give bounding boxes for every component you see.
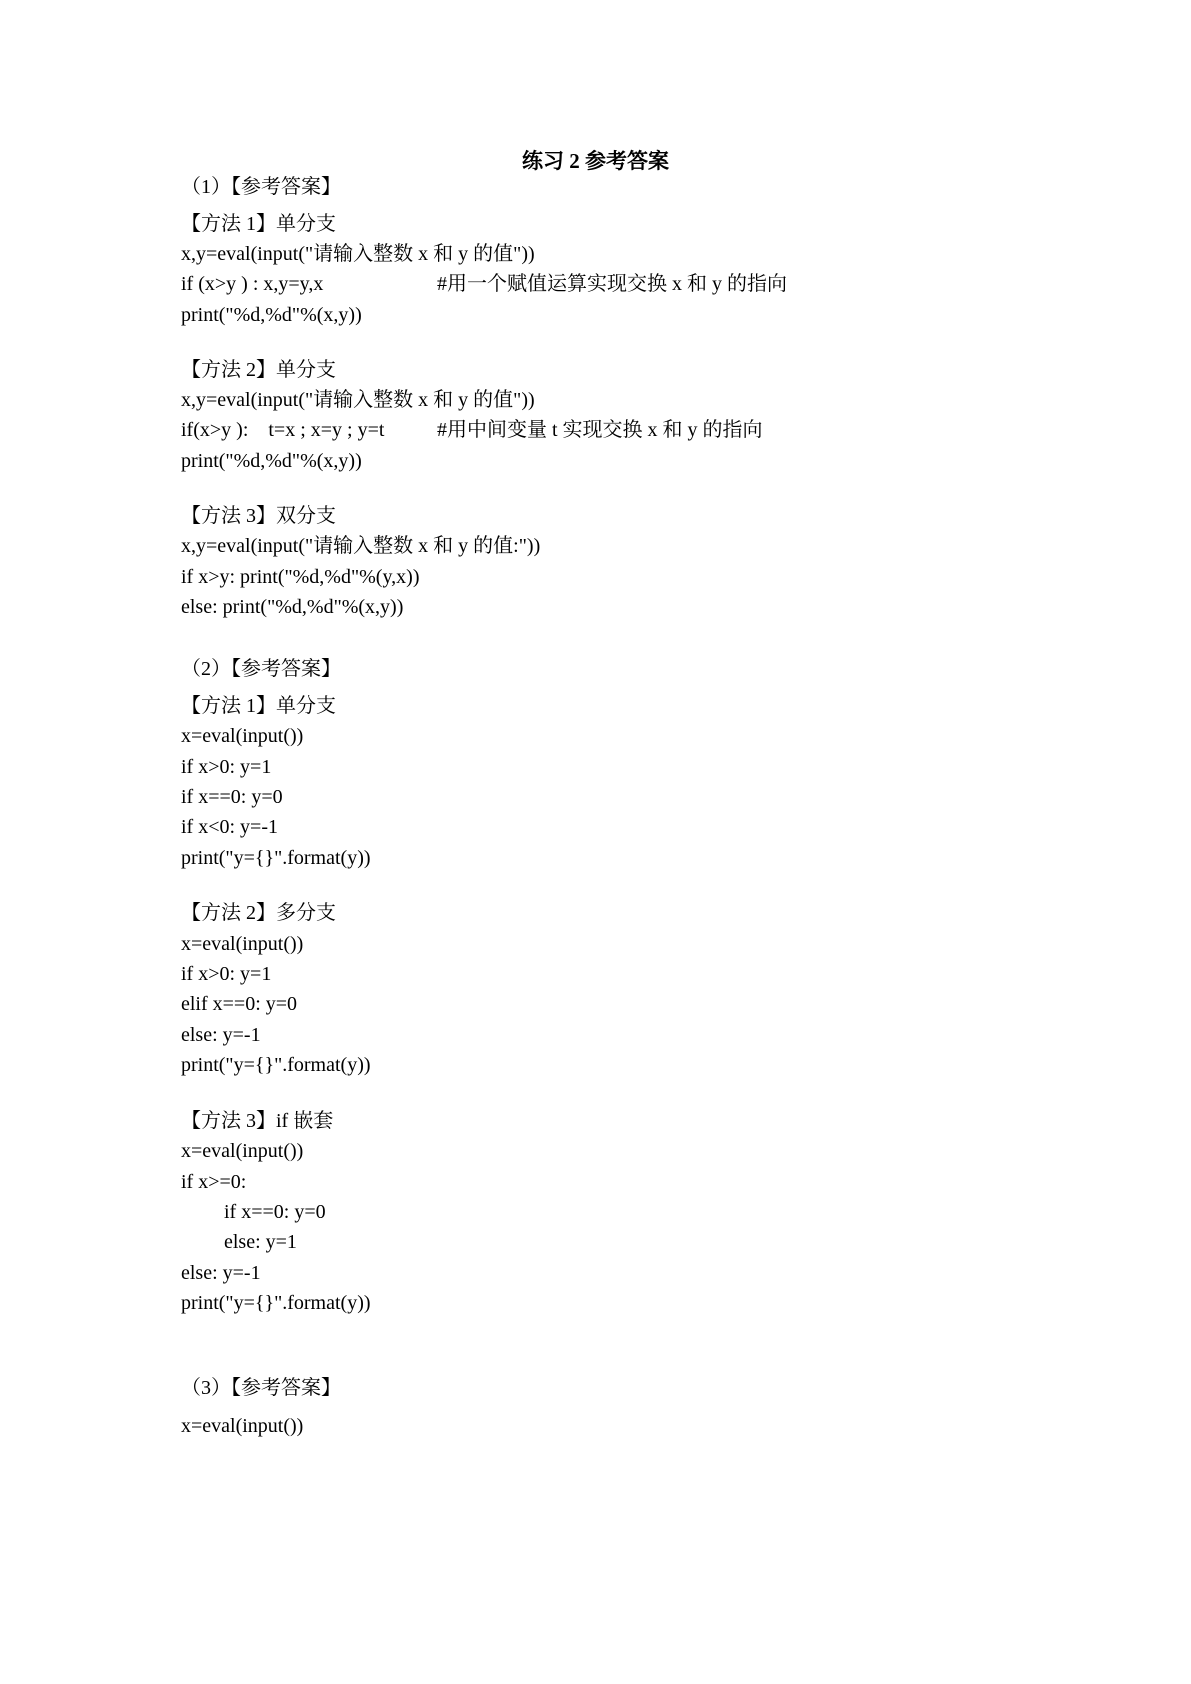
section-1-label: （1）【参考答案】 (181, 176, 341, 198)
code-line: if(x>y ): t=x ; x=y ; y=t (181, 419, 385, 441)
code-line: else: y=1 (224, 1231, 297, 1253)
section-2-label: （2）【参考答案】 (181, 658, 341, 680)
code-comment: #用中间变量 t 实现交换 x 和 y 的指向 (437, 419, 763, 441)
code-line: if x==0: y=0 (224, 1201, 326, 1223)
s2-method-2-heading: 【方法 2】多分支 (181, 902, 336, 924)
code-line: print("%d,%d"%(x,y)) (181, 450, 362, 472)
code-line: x=eval(input()) (181, 1415, 304, 1437)
s1-method-2-heading: 【方法 2】单分支 (181, 359, 336, 381)
code-line: if x>=0: (181, 1171, 247, 1193)
s1-method-3-heading: 【方法 3】双分支 (181, 505, 336, 527)
code-line: if x>y: print("%d,%d"%(y,x)) (181, 566, 420, 588)
code-line: x=eval(input()) (181, 1140, 304, 1162)
code-line: print("y={}".format(y)) (181, 1054, 371, 1076)
code-line: print("y={}".format(y)) (181, 847, 371, 869)
s1-method-1-heading: 【方法 1】单分支 (181, 213, 336, 235)
code-line: else: y=-1 (181, 1262, 261, 1284)
code-line: x=eval(input()) (181, 725, 304, 747)
s2-method-3-heading: 【方法 3】if 嵌套 (181, 1110, 334, 1132)
page-title: 练习 2 参考答案 (522, 149, 669, 173)
code-line: print("%d,%d"%(x,y)) (181, 304, 362, 326)
code-line: print("y={}".format(y)) (181, 1292, 371, 1314)
code-line: x,y=eval(input("请输入整数 x 和 y 的值")) (181, 243, 535, 265)
code-line: elif x==0: y=0 (181, 993, 298, 1015)
code-line: x,y=eval(input("请输入整数 x 和 y 的值")) (181, 389, 535, 411)
section-3-label: （3）【参考答案】 (181, 1377, 341, 1399)
code-line: if x<0: y=-1 (181, 816, 278, 838)
s2-method-1-heading: 【方法 1】单分支 (181, 695, 336, 717)
code-line: x=eval(input()) (181, 933, 304, 955)
code-line: if x>0: y=1 (181, 963, 272, 985)
code-line: if x>0: y=1 (181, 756, 272, 778)
code-line: else: print("%d,%d"%(x,y)) (181, 596, 404, 618)
code-line: x,y=eval(input("请输入整数 x 和 y 的值:")) (181, 535, 541, 557)
code-comment: #用一个赋值运算实现交换 x 和 y 的指向 (437, 273, 787, 295)
code-line: if x==0: y=0 (181, 786, 283, 808)
code-line: else: y=-1 (181, 1024, 261, 1046)
code-line: if (x>y ) : x,y=y,x (181, 273, 324, 295)
